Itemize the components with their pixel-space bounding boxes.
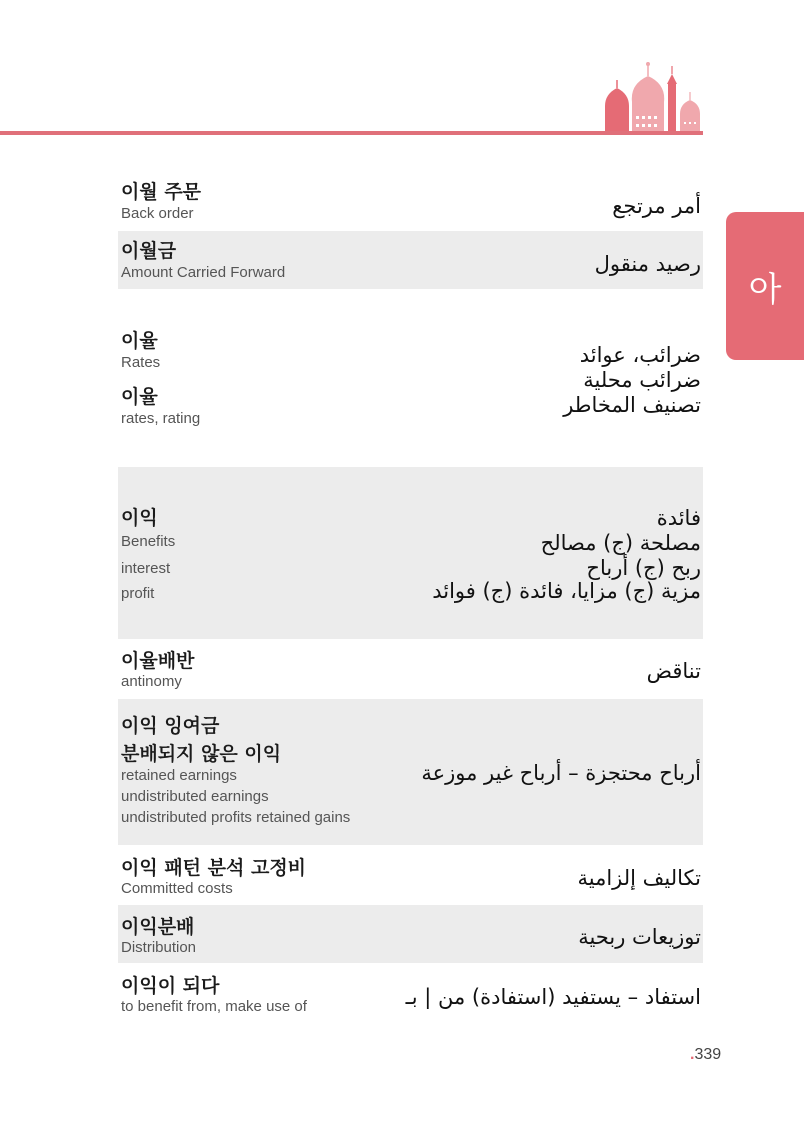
korean-term: 이율배반 — [121, 650, 195, 672]
glossary-entry — [118, 290, 703, 466]
korean-term: 이월금 — [121, 240, 177, 262]
glossary-entry — [118, 846, 703, 904]
english-term: Back order — [121, 205, 194, 222]
arabic-term: أرباح محتجزة – أرباح غير موزعة — [421, 761, 701, 785]
arabic-term: استفاد – يستفيد (استفادة) من | بـ — [405, 985, 701, 1009]
glossary-entry — [118, 640, 703, 698]
arabic-term: ربح (ج) أرباح — [586, 556, 701, 580]
korean-term: 이월 주문 — [121, 181, 202, 203]
glossary-entry — [118, 172, 703, 230]
korean-term: 이익 패턴 분석 고정비 — [121, 857, 307, 879]
korean-term: 분배되지 않은 이익 — [121, 743, 282, 765]
arabic-term: مصلحة (ج) مصالح — [540, 531, 701, 555]
arabic-term: رصيد منقول — [594, 252, 701, 276]
arabic-term: مزية (ج) مزايا، فائدة (ج) فوائد — [432, 579, 701, 603]
section-tab[interactable] — [726, 212, 804, 360]
arabic-term: توزيعات ربحية — [578, 925, 701, 949]
glossary-entry — [118, 964, 703, 1024]
korean-term: 이율 — [121, 330, 158, 352]
english-term: Amount Carried Forward — [121, 264, 286, 281]
english-term: rates, rating — [121, 410, 201, 427]
arabic-term: ضرائب محلية — [583, 368, 701, 392]
arabic-term: فائدة — [656, 506, 701, 530]
page-number — [690, 1046, 721, 1064]
korean-term: 이익 잉여금 — [121, 715, 220, 737]
english-term: profit — [121, 585, 155, 602]
korean-term: 이율 — [121, 386, 158, 408]
english-term: undistributed earnings — [121, 788, 269, 805]
english-term: retained earnings — [121, 767, 237, 784]
glossary-entry — [118, 905, 703, 963]
english-term: antinomy — [121, 673, 182, 690]
glossary-entry — [118, 467, 703, 639]
english-term: Benefits — [121, 533, 176, 550]
arabic-term: تكاليف إلزامية — [577, 866, 701, 890]
arabic-term: تصنيف المخاطر — [563, 393, 701, 417]
page-number-dot: . — [690, 1046, 695, 1063]
arabic-term: ضرائب، عوائد — [579, 343, 701, 367]
glossary-entry — [118, 699, 703, 845]
korean-term: 이익이 되다 — [121, 975, 220, 997]
english-term: undistributed profits retained gains — [121, 809, 351, 826]
korean-term: 이익 — [121, 507, 158, 529]
mosque-illustration — [600, 58, 704, 134]
english-term: Rates — [121, 354, 161, 371]
english-term: Distribution — [121, 939, 197, 956]
korean-term: 이익분배 — [121, 916, 195, 938]
arabic-term: تناقض — [646, 659, 701, 683]
english-term: Committed costs — [121, 880, 233, 897]
header-rule — [0, 131, 703, 135]
english-term: interest — [121, 560, 171, 577]
arabic-term: أمر مرتجع — [612, 194, 701, 218]
page-number-value: 339 — [694, 1046, 722, 1063]
english-term: to benefit from, make use of — [121, 998, 307, 1015]
glossary-entry — [118, 231, 703, 289]
section-tab-letter: 아 — [748, 269, 782, 310]
